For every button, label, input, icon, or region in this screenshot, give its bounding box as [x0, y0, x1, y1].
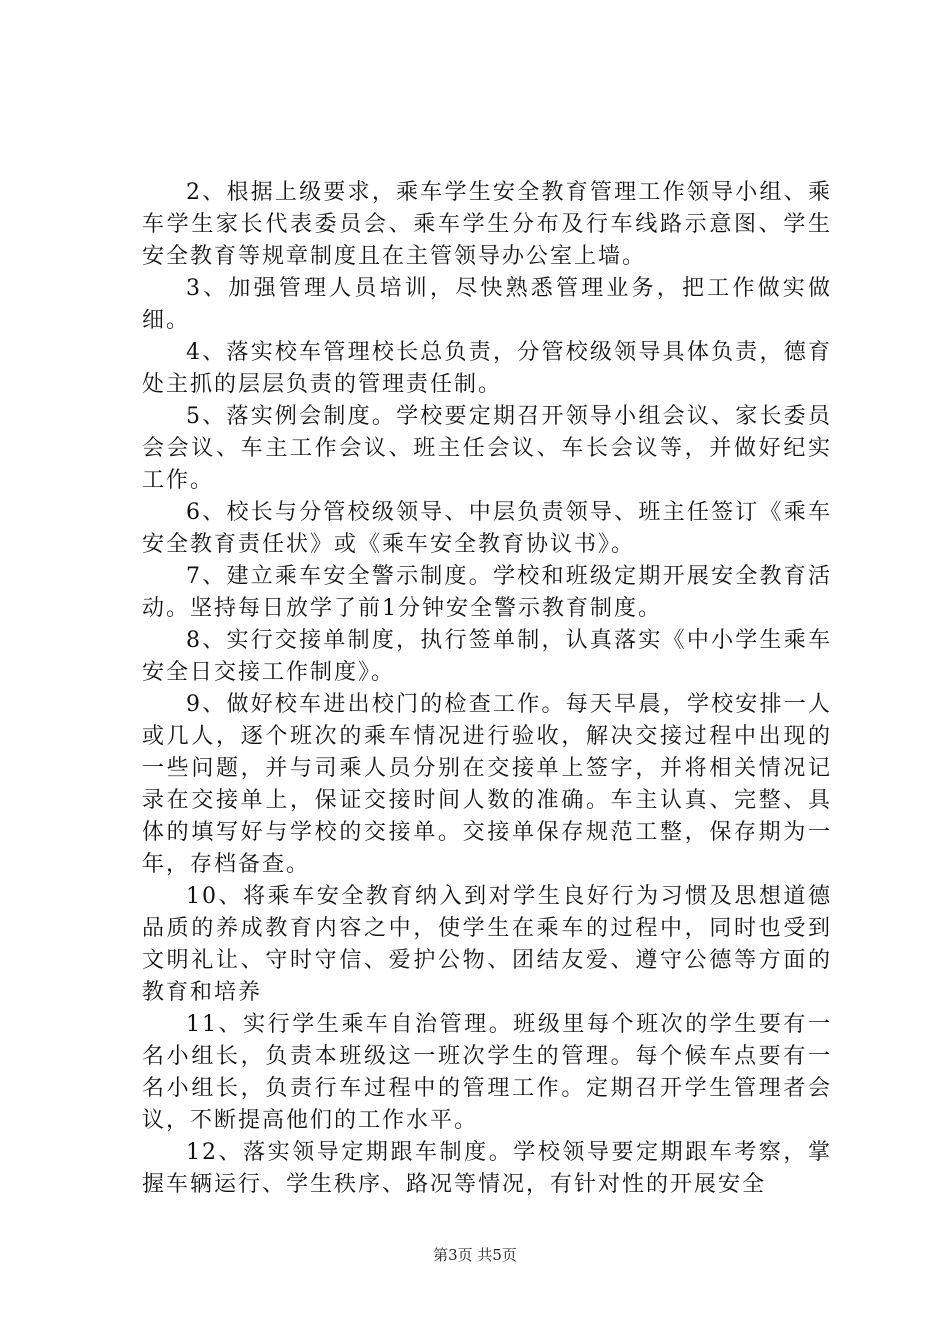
paragraph-item-6: 6、校长与分管校级领导、中层负责领导、班主任签订《乘车安全教育责任状》或《乘车安全教育协议书》。 [142, 500, 832, 557]
paragraph-item-2: 2、根据上级要求，乘车学生安全教育管理工作领导小组、乘车学生家长代表委员会、乘车学生分布及行车线路示意图、学生安全教育等规章制度且在主管领导办公室上墙。 [142, 180, 832, 269]
paragraph-item-9: 9、做好校车进出校门的检查工作。每天早晨，学校安排一人或几人，逐个班次的乘车情况进行验收，解决交接过程中出现的一些问题，并与司乘人员分别在交接单上签字，并将相关情况记录在交接单上，保证交接时间人数的准确。车主认真、完整、具体的填写好与学校的交接单。交接单保存规范工整，保存期为一年，存档备查。 [142, 692, 832, 877]
paragraph-item-10: 10、将乘车安全教育纳入到对学生良好行为习惯及思想道德品质的养成教育内容之中，使学生在乘车的过程中，同时也受到文明礼让、守时守信、爱护公物、团结友爱、遵守公德等方面的教育和培养 [142, 884, 832, 1005]
paragraph-item-3: 3、加强管理人员培训，尽快熟悉管理业务，把工作做实做细。 [142, 276, 832, 333]
paragraph-item-11: 11、实行学生乘车自治管理。班级里每个班次的学生要有一名小组长，负责本班级这一班次学生的管理。每个候车点要有一名小组长，负责行车过程中的管理工作。定期召开学生管理者会议，不断提高他们的工作水平。 [142, 1012, 832, 1133]
paragraph-item-4: 4、落实校车管理校长总负责，分管校级领导具体负责，德育处主抓的层层负责的管理责任制。 [142, 340, 832, 397]
paragraph-item-5: 5、落实例会制度。学校要定期召开领导小组会议、家长委员会会议、车主工作会议、班主任会议、车长会议等，并做好纪实工作。 [142, 404, 832, 493]
paragraph-item-7: 7、建立乘车安全警示制度。学校和班级定期开展安全教育活动。坚持每日放学了前1分钟安全警示教育制度。 [142, 564, 832, 621]
page-number-footer: 第3页 共5页 [433, 1246, 517, 1264]
document-body [142, 177, 832, 1201]
paragraph-item-8: 8、实行交接单制度，执行签单制，认真落实《中小学生乘车安全日交接工作制度》。 [142, 628, 832, 685]
paragraph-item-12: 12、落实领导定期跟车制度。学校领导要定期跟车考察，掌握车辆运行、学生秩序、路况等情况，有针对性的开展安全 [142, 1140, 832, 1197]
